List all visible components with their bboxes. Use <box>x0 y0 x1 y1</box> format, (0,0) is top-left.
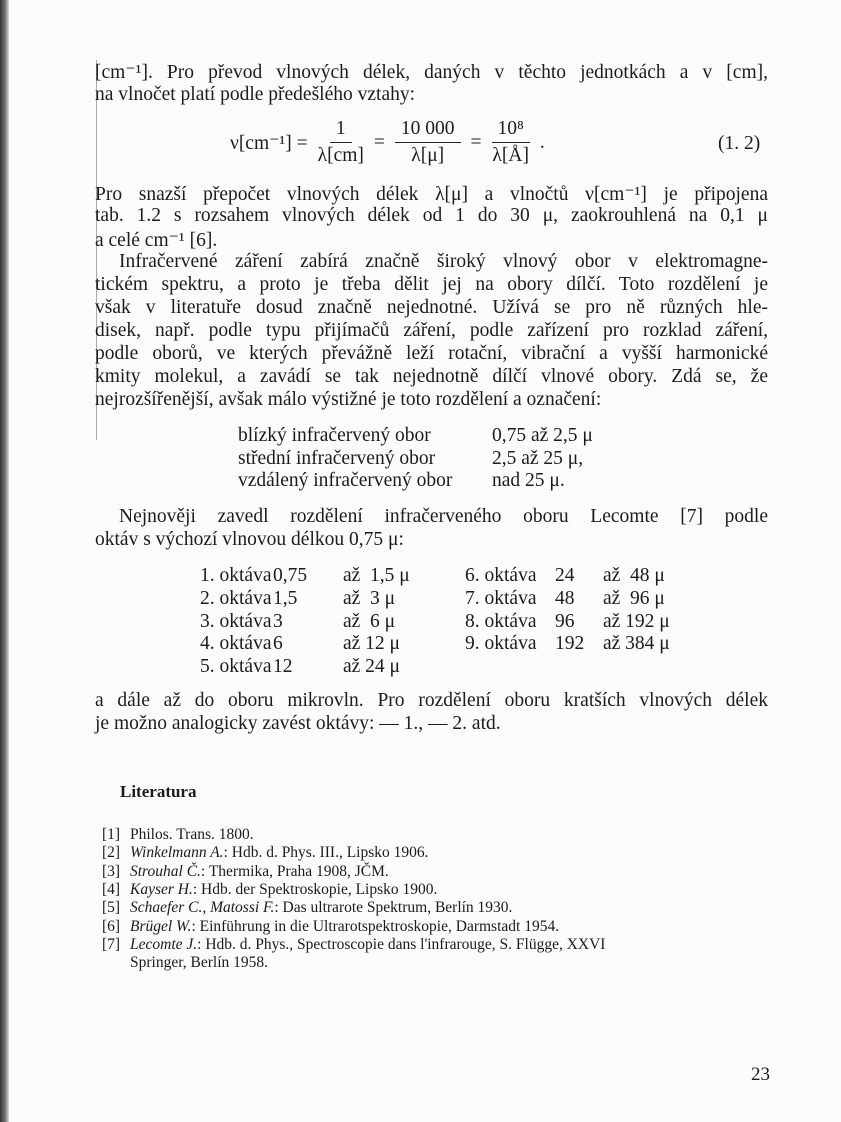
period: . <box>539 131 545 153</box>
reference-item <box>102 936 605 954</box>
reference-item <box>102 954 268 972</box>
reference-item <box>102 881 437 899</box>
reference-author: Schaefer C., Matossi F. <box>130 899 275 917</box>
reference-number: [7] <box>102 935 121 953</box>
text-line: Nejnověji zavedl rozdělení infračerveného oboru Lecomte [7] podle <box>119 506 768 527</box>
octave-label: 2. oktáva <box>200 587 272 609</box>
reference-item <box>102 863 389 881</box>
octave-label: 7. oktáva <box>465 587 537 609</box>
octave-from: 12 <box>273 656 293 678</box>
equation-1-2 <box>230 118 545 167</box>
range-name: blízký infračervený obor <box>238 425 431 446</box>
fraction <box>492 118 530 167</box>
octave-from: 24 <box>555 565 575 586</box>
octave-label: 5. oktáva <box>200 656 272 678</box>
reference-author: Strouhal Č. <box>130 862 201 880</box>
numerator: 1 <box>330 118 352 143</box>
text-line: [cm⁻¹]. Pro převod vlnových délek, daných v těchto jednotkách a v [cm], <box>95 62 768 83</box>
text-line: a dále až do oboru mikrovln. Pro rozdělení oboru kratších vlnových délek <box>95 690 768 711</box>
text-line: oktáv s výchozí vlnovou délkou 0,75 μ: <box>95 529 404 550</box>
octave-to: až 12 μ <box>343 633 401 655</box>
reference-item <box>102 826 254 844</box>
reference-author: Kayser H. <box>130 880 193 898</box>
reference-number: [4] <box>102 880 121 898</box>
text-line: Infračervené záření zabírá značně široký vlnový obor v elektromagne- <box>119 251 768 272</box>
reference-number: [5] <box>102 899 121 917</box>
text-line: a celé cm⁻¹ [6]. <box>95 230 218 251</box>
text-line: disek, např. podle typu přijímačů záření, podle zařízení pro rozklad záření, <box>95 320 768 341</box>
reference-text: Springer, Berlín 1958. <box>130 954 269 972</box>
reference-text: : Das ultrarote Spektrum, Berlín 1930. <box>274 899 513 917</box>
text-line: nejrozšířenější, avšak málo výstižné je toto rozdělení a označení: <box>95 389 602 410</box>
reference-author: Lecomte J. <box>130 935 198 953</box>
fraction <box>318 118 364 167</box>
denominator: λ[cm] <box>317 145 364 166</box>
fraction <box>395 118 461 167</box>
numerator: 10 000 <box>395 118 461 143</box>
text-line: kmity molekul, a zavádí se tak nejednotně dílčí vlnové obory. Zdá se, že <box>95 366 768 387</box>
range-value: 2,5 až 25 μ, <box>492 447 584 469</box>
reference-text: : Thermika, Praha 1908, JČM. <box>200 862 389 880</box>
reference-number: [2] <box>102 844 121 862</box>
octave-to: až 96 μ <box>603 587 665 609</box>
octave-from: 3 <box>273 610 283 632</box>
reference-author: Winkelmann A. <box>130 844 224 862</box>
literature-heading: Literatura <box>120 782 197 801</box>
reference-item <box>102 918 559 936</box>
reference-text: : Hdb. d. Phys. III., Lipsko 1906. <box>223 844 429 862</box>
range-name: střední infračervený obor <box>238 447 436 469</box>
octave-from: 0,75 <box>273 565 308 586</box>
reference-text: : Einführung in die Ultrarotspektroskopie, Darmstadt 1954. <box>191 917 560 935</box>
octave-label: 3. oktáva <box>200 610 272 632</box>
text-line: podle oborů, ve kterých převážně leží rotační, vibrační a vyšší harmonické <box>95 343 768 364</box>
text-line: je možno analogicky zavést oktávy: — 1., — 2. atd. <box>95 713 501 734</box>
octave-from: 48 <box>555 587 575 609</box>
reference-item <box>102 899 512 917</box>
range-name: vzdálený infračervený obor <box>238 470 453 491</box>
text-line: Pro snazší přepočet vlnových délek λ[μ] a vlnočtů ν[cm⁻¹] je připojena <box>95 184 768 205</box>
reference-author: Brügel W. <box>130 917 192 935</box>
denominator: λ[Å] <box>492 145 529 166</box>
octave-label: 9. oktáva <box>465 633 537 655</box>
reference-number: [3] <box>102 862 121 880</box>
octave-label: 1. oktáva <box>200 565 272 586</box>
octave-label: 6. oktáva <box>465 565 537 586</box>
octave-from: 192 <box>555 633 585 655</box>
reference-text: : Hdb. der Spektroskopie, Lipsko 1900. <box>192 880 438 898</box>
text-line: tickém spektru, a proto je třeba dělit jej na obory dílčí. Toto rozdělení je <box>95 274 768 295</box>
equation-number: (1. 2) <box>718 133 761 154</box>
denominator: λ[μ] <box>411 145 445 166</box>
range-value: 0,75 až 2,5 μ <box>492 425 593 446</box>
octave-from: 96 <box>555 610 575 632</box>
page-number: 23 <box>751 1064 770 1085</box>
octave-label: 4. oktáva <box>200 633 272 655</box>
equals: = <box>470 131 482 153</box>
octave-to: až 6 μ <box>343 610 396 632</box>
reference-text: Philos. Trans. 1800. <box>130 826 254 843</box>
book-spine-shadow <box>0 0 9 1122</box>
octave-to: až 48 μ <box>603 565 665 586</box>
reference-number: [6] <box>102 917 121 935</box>
text-line: na vlnočet platí podle předešlého vztahy: <box>95 84 416 105</box>
numerator: 10⁸ <box>492 118 530 143</box>
reference-item <box>102 844 429 862</box>
equals: = <box>373 131 385 153</box>
reference-number: [1] <box>102 826 121 843</box>
text-line: však v literatuře dosud značně nejednotné. Užívá se pro ně různých hle- <box>95 297 768 318</box>
octave-from: 1,5 <box>273 587 298 609</box>
text-line: tab. 1.2 s rozsahem vlnových délek od 1 do 30 μ, zaokrouhlená na 0,1 μ <box>95 205 768 226</box>
octave-to: až 3 μ <box>343 587 396 609</box>
octave-to: až 384 μ <box>603 633 670 655</box>
octave-to: až 24 μ <box>343 656 401 678</box>
octave-to: až 1,5 μ <box>343 565 410 586</box>
octave-to: až 192 μ <box>603 610 670 632</box>
octave-from: 6 <box>273 633 283 655</box>
range-value: nad 25 μ. <box>492 470 565 491</box>
eq-lhs: ν[cm⁻¹] = <box>230 132 308 154</box>
reference-text: : Hdb. d. Phys., Spectroscopie dans l'infrarouge, S. Flügge, XXVI <box>197 935 606 953</box>
octave-label: 8. oktáva <box>465 610 537 632</box>
